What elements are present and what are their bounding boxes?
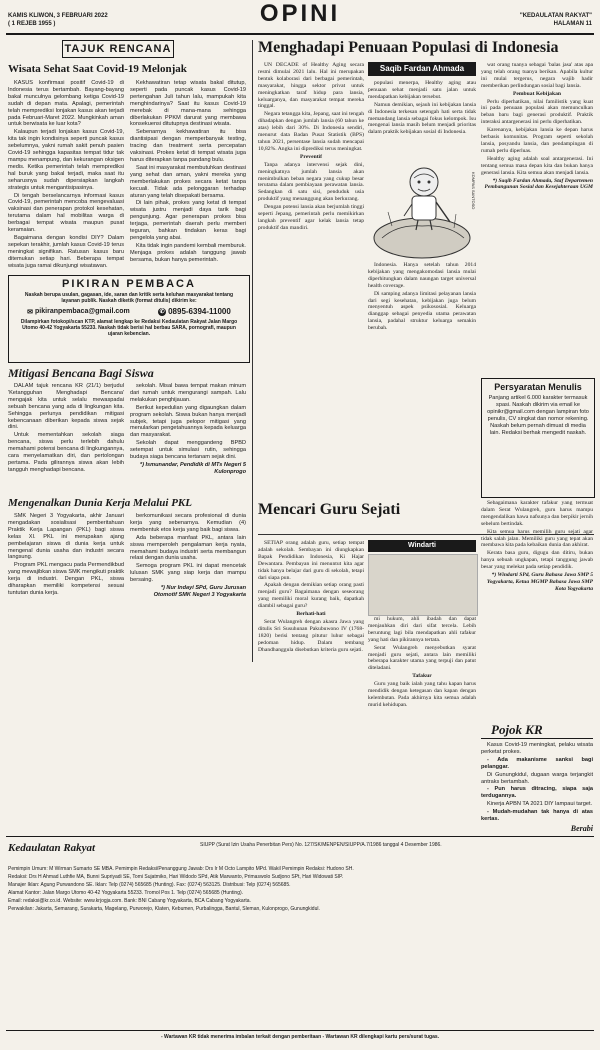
paragraph: UN DECADE of Healthy Aging secara resmi dimulai 2021 lalu. Hal ini merupakan bentuk kolaborasi dari berbagai pemerintah, masyarakat, hingga sektor privat untuk meningkatkan taraf hidup para lansia, keluarganya, dan masyarakat tempat mereka tinggal. [258,62,364,110]
paragraph: Semoga program PKL ini dapat mencetak lulusan SMK yang siap kerja dan mampu bersaing. [130,563,246,584]
pojok-item-punch: - Ada makanisme sanksi bagi pelanggar. [481,756,593,770]
guru-column-1 [258,540,364,832]
paragraph: Tanpa adanya intervensi sejak dini, meningkatnya jumlah lansia akan menimbulkan beban negara yang cukup besar terutama dalam pembiayaan perawatan lansia. Sedangkan di satu sisi, penduduk usia produktif yang menanggung akan berkurang. [258,161,364,203]
pikiran-email: pikiranpembaca@gmail.com [35,308,130,315]
pkl-signature: *) Nur Indayi SPd, Guru Jurusan Otomotif SMK Negeri 3 Yogyakarta [153,585,246,598]
paragraph: DALAM tajuk rencana KR (21/1) berjudul 'Ketangguhan Menghadapi Bencana' mengajak kita untuk selalu mewaspadai sebuah bencana yang ada di lingkungan kita. Sehingga perlunya pendidikan mitigasi kebencanaan diberikan kepada siswa sejak dini. [8,383,124,431]
paragraph: Serat Wulangreh menyebutkan syarat menjadi guru sejati, antara lain memiliki beberapa karakter utama yang terpuji dan patut diteladani. [368,644,476,672]
paragraph: sekolah. Misal bawa tempat makan minum dari rumah untuk mengurangi sampah. Lalu melakukan penghijauan. [130,383,246,403]
paragraph: Kalaupun terjadi lonjakan kasus Covid-19, kita tak ingin kondisinya seperti puncak kasus sebelumnya, yakni rumah sakit penuh pasien Covid-19 sehingga kapasitas tempat tidur tak mampu menampung, dan kekurangan oksigen medis. Ketika pemerintah telah memprediksi hal buruk yang bakal terjadi, maka saat itu seharusnya sudah dipersiapkan langkah strategis untuk mengantisipasinya. [8,129,124,191]
paragraph: berkomunikasi secara profesional di dunia kerja yang sebenarnya. Kemudian (4) membentuk etos kerja yang baik bagi siswa. [130,513,246,533]
pikiran-email-row [27,308,130,316]
main-signature: *) Saqib Fardan Ahmada, Staf Departemen Pembangunan Sosial dan Kesejahteraan UGM [484,177,593,191]
paragraph: Saat ini masyarakat membutuhkan destinasi yang sehat dan aman, yakni mereka yang memberlakukan prokes secara ketat tanpa kecuali. Tidak ada pelonggaran terhadap aturan yang telah disepakati bersama. [130,164,246,199]
guru-illustration [368,554,478,616]
paragraph: Di tengah berselancarnya informasi kasus Covid-19, pemerintah mencoba mengevaluasi vaksinasi dan penerapan protokol kesehatan, terutama dalam hal mobilitas warga di berbagai tempat wisata maupun pusat keramaian. [8,192,124,234]
main-column-3 [481,62,593,374]
pikiran-contacts [13,307,245,316]
guru-column-2 [368,616,476,832]
pojok-title: Pojok KR [481,722,593,739]
paragraph: Karenanya, kebijakan lansia ke depan harus berbasis komunitas. Program seperti sekolah lansia, posyandu lansia, dan pendampingan di rumah perlu diperluas. [481,127,593,154]
pojok-item-text: Kasus Covid-19 meningkat, pelaku wisata perketat prokes. [481,742,593,755]
main-column-2-top [368,80,476,150]
mitigasi-signature: *) Ismunandar, Pendidik di MTs Negeri 5 Kulonprogo [139,461,246,475]
pojok-item-text: Di Gunungkidul, dugaan warga terjangkit antraks bertambah. [481,771,593,785]
paragraph: Apakah dengan demikian setiap orang pasti menjadi guru? Bagaimana dengan seseorang yang memiliki moral kurang baik, dapatkah diambil sebagai guru? [258,582,364,610]
impressum-line: Pemimpin Umum: M Wirman Sumarto SE MBA. Pemimpin Redaksi/Penanggung Jawab: Drs Ir M Octo Lampito MPd. Wakil Pemimpin Redaksi: Hudono SH. [8,866,354,872]
pikiran-note: Dilampirkan fotokopi/scan KTP, alamat lengkap ke Redaksi Kedaulatan Rakyat Jalan Margo Utomo 40-42 Yogyakarta 55233. Naskah tidak berisi hal berbau SARA, pornografi, maupun ujaran kebencian. [20,319,238,337]
paragraph: Bagaimana dengan kondisi DIY? Dalam sepekan terakhir, jumlah kasus Covid-19 terus meningkat signifikan. Ratusan kasus baru ditemukan setiap hari. Beberapa tempat wisata juga ramai dikunjungi wisatawan. [8,234,124,269]
pkl-column-1 [8,513,124,661]
paragraph: Di lain pihak, prokes yang ketat di tempat wisata justru menjadi daya tarik bagi pengunjung. Agar penerapan prokes bisa terjaga, pemerintah daerah perlu memberi teguran, bahkan tindakan keras bagi pengelola yang abai. [130,200,246,241]
paragraph: populasi menerpa, Healthy aging atau penuaan sehat menjadi satu jalan untuk mendapatkan kebijakan tersebut. [368,80,476,100]
paragraph: Sebagaimana karakter tafakur yang termuat dalam Serat Wulangreh, guru harus mampu mengendalikan hawa nafsunya dan berpikir jernih sebelum bertindak. [481,500,593,527]
main-column-1 [258,62,364,530]
paragraph: Dengan potensi lansia akan berjumlah tinggi seperti Jepang, pemerintah perlu memikirkan langkah preventif agar kelak lansia tetap produktif dan mandiri. [258,204,364,231]
pojok-kr-box [481,722,593,832]
cartoon-credit: KOMPAS SANTOSO [471,172,476,210]
impressum-line: Redaksi: Drs H Ahmad Luthfie MA, Bunni Supriyadi SE, Tomi Sujatmiko, Hari Widodo SPd, Atik Marwanto, Primaswolo Sudjono SPt, Hari Widowati SIP. [8,874,344,880]
paragraph: Kekhawatiran tetap wisata bakal ditutup, seperti pada puncak kasus Covid-19 pertengahan Juli tahun lalu, mampukah kita menghindarinya? Saat itu kasus Covid-19 merebak di mana-mana sehingga diberlakukan PPKM darurat yang membawa konsekuensi ditutupnya destinasi wisata. [130,80,246,128]
subhead-pembuat-kebijakan: Pembuat Kebijakan [512,90,562,97]
mitigasi-column-1 [8,383,124,493]
impressum-line: Manajer Iklan: Agung Purwandono SE. Iklan: Telp (0274) 565685 (Hunting). Fax: (0274) 563125. Distribusi: Telp (0274) 565685. [8,882,291,888]
paragraph: Negara tetangga kita, Jepang, saat ini tengah dihadapkan dengan jumlah lansia (60 tahun ke atas) lebih dari 30%. Di Indonesia sendiri, menurut data Badan Pusat Statistik (BPS) tahun 2021, persentase lansia sudah mencapai 10,82%. Angka ini diprediksi terus meningkat. [258,111,364,152]
guru-title: Mencari Guru Sejati [258,501,401,518]
main-author: Saqib Fardan Ahmada [379,64,465,73]
footer-rule [6,836,594,837]
masthead-issue: ( 1 REJEB 1955 ) [8,21,56,27]
persyaratan-body: Panjang artikel 6.000 karakter termasuk spasi. Naskah dikirim via email ke opinikr@gmail.com dengan lampiran foto penulis, CV singkat dan nomor rekening. Naskah belum pernah dimuat di media lain. Redaksi berhak mengedit naskah. [487,395,589,436]
paragraph: Perlu diperhatikan, nilai familistik yang kuat ini pada penuaan populasi akan memunculkan beban baru bagi generasi produktif. Praktik interaksi antargenerasi ini perlu diperhatikan. [481,98,593,126]
masthead-date: KAMIS KLIWON, 3 FEBRUARI 2022 [8,13,108,19]
pojok-item-punch: - Mudah-mudahan tak hanya di atas kertas. [481,809,593,823]
paragraph: Indonesia. Hanya setelah tahun 2014 kebijakan yang mengakomodasi lansia mulai diperhitungkan dalam naungan target universal health coverage. [368,262,476,289]
masthead [0,0,600,34]
impressum-line: Alamat Kantor: Jalan Margo Utomo 40-42 Yogyakarta 55233. Tromol Pos 1. Telp (0274) 565685 (Hunting). [8,890,244,896]
impressum-line: Email: redaksi@kr.co.id. Website: www.krjogja.com. Bank: BNI Cabang Yogyakarta, BCA Cabang Yogyakarta. [8,898,251,904]
main-column-2-bottom [368,262,476,530]
subhead-tafakur: Tafakur [412,673,432,680]
paragraph: Kita semua harus memilih guru sejati agar tidak salah jalan. Memiliki guru yang tepat akan membawa kita pada kebaikan dunia dan akhirat. [481,528,593,549]
footer-logo-text: Kedaulatan Rakyat [8,842,96,854]
impressum-line: Perwakilan: Jakarta, Semarang, Surakarta, Magelang, Purworejo, Klaten, Kebumen, Purbalingga, Bantul, Sleman, Kulonprogo, Gunungkidul. [8,906,320,912]
masthead-page: HALAMAN 11 [553,21,592,27]
paragraph: wat orang tuanya sebagai 'balas jasa' atas apa yang telah orang tuanya berikan. Apabila kultur ini mulai tergerus, negara wajib hadir memberikan perlindungan sosial bagi lansia. [481,62,593,89]
pojok-signature: Berabi [570,823,593,832]
persyaratan-title: Persyaratan Menulis [494,382,582,392]
footer-bottom-rule [6,1030,594,1031]
paragraph: Berikut kepedulian yang digaungkan dalam program sekolah. Siswa bukan hanya menjadi subjek, tetapi juga pelopor mitigasi yang menularkan pengetahuannya kepada keluarga dan masyarakat. [130,404,246,439]
paragraph: Sekolah dapat menggandeng BPBD setempat untuk simulasi rutin, sehingga budaya siaga bencana tertanam sejak dini. [130,440,246,461]
cartoon-illustration [368,152,476,260]
paragraph: KASUS konfirmasi positif Covid-19 di Indonesia terus bertambah. Bayang-bayang bakal munculnya gelombang ketiga Covid-19 sudah di depan mata. Apalagi, pemerintah telah memprediksi lonjakan kasus akan terjadi pada Februari-Maret 2022. Mungkinkah aman untuk berwisata ke luar kota? [8,80,124,128]
main-article-title: Menghadapi Penuaan Populasi di Indonesia [258,39,559,56]
paragraph: mi hukum, ahli ibadah dan dapat menjauhkan diri dari sifat tercela. Lebih beruntung lagi bila mendapatkan ahli tafakur yang hati dan pikirannya tertata. [368,616,476,643]
paragraph: Serat Wulangreh dengan akasra Jawa yang ditulis Sri Susuhunan Pakubuwono IV (1768-1820) berisi tentang pitutur luhur sebagai pedoman hidup. Dalam tembang Dhandhanggula disebutkan kriteria guru sejati. [258,618,364,653]
paragraph: Ada beberapa manfaat PKL, antara lain siswa memperoleh pengalaman kerja nyata, memahami budaya industri serta membangun relasi dengan dunia usaha. [130,534,246,562]
paragraph: Namun demikian, sejauh ini kebijakan lansia di Indonesia terkesan setengah hati serta tidak memandang lansia sebagai fokus kelompok. Isu mengenai lansia masih belum menjadi prioritas dalam praktik kebijakan sosial di Indonesia. [368,101,476,136]
pojok-items [481,742,593,823]
tajuk-column-1 [8,80,124,270]
paragraph: Untuk mementahkan sekolah siaga bencana, siswa perlu terlebih dahulu memahami potensi bencana di lingkungannya, cara menyelamatkan diri, dan pertolongan pertama. Pada gilirannya siswa akan lebih tangguh menghadapi bencana. [8,432,124,473]
pkl-column-2 [130,513,246,661]
masthead-paper: "KEDAULATAN RAKYAT" [519,13,592,19]
guru-signature: *) Windarti SPd, Guru Bahasa Jawa SMP 5 Yogyakarta, Ketua MGMP Bahasa Jawa SMP Kota Yogyakarta [486,572,593,592]
subhead-berhati-hati: Berhati-hati [296,611,326,618]
whatsapp-icon: ✆ [159,308,165,315]
paragraph: Kita tidak ingin pandemi kembali memburuk. Menjaga prokes adalah tanggung jawab bersama, bukan hanya pemerintah. [130,242,246,263]
elderly-globe-cartoon [368,152,476,260]
footer-impressum [8,866,592,1026]
column-divider [252,40,253,662]
paragraph: Program PKL mengacu pada Permendikbud yang mewajibkan siswa SMK mengikuti praktik kerja di industri. Dengan PKL, siswa diharapkan memiliki kompetensi sesuai tuntutan dunia kerja. [8,562,124,596]
paragraph: Di samping adanya limitasi pelayanan lansia dari segi kesehatan, kebijakan juga belum menyentuh aspek psikososial. Keluarga dianggap sebagai penyedia utama perawatan lansia, padahal struktur keluarga semakin berubah. [368,290,476,332]
pojok-item-punch: - Pun harus ditracing, siapa saja terdugannya. [481,786,593,800]
pikiran-pembaca-box [8,275,250,363]
email-icon: ✉ [27,308,34,316]
footer-siupp: SIUPP (Surat Izin Usaha Penerbitan Pers) No. 127/SK/MENPEN/SIUPP/A.7/1986 tanggal 4 Desember 1986. [200,842,442,848]
persyaratan-box [481,378,595,498]
tajuk-header [8,40,228,60]
paragraph: Healthy aging adalah soal antargenerasi. Ini tentang semua masa depan kita dan bukan hanya generasi lansia. Kita semua akan menjadi lansia. [481,155,593,176]
pikiran-title: PIKIRAN PEMBACA [62,278,196,290]
paragraph: Sebenarnya kekhawatiran itu bisa diantisipasi dengan memperbanyak testing, tracing dan treatment serta percepatan vaksinasi. Prokes ketat di tempat wisata juga harus diterapkan tanpa pandang bulu. [130,129,246,163]
footer-logo [8,842,128,862]
mitigasi-column-2 [130,383,246,493]
author-bar [368,62,476,76]
guru-column-3 [481,500,593,720]
pojok-item-text: Kinerja APBN TA 2021 DIY lampaui target. [487,801,593,808]
mitigasi-title: Mitigasi Bencana Bagi Siswa [8,366,154,380]
footer-notice: - Wartawan KR tidak menerima imbalan terkait dengan pemberitaan - Wartawan KR dilengkapi kartu pers/surat tugas. [160,1034,440,1040]
tajuk-title: Wisata Sehat Saat Covid-19 Melonjak [8,63,187,75]
pikiran-intro: Naskah berupa usulan, gagasan, ide, saran dan kritik serta keluhan masyarakat tentang layanan publik. Naskah diketik (format ditulis) dikirim ke: [24,292,234,304]
pikiran-phone-row [158,307,231,316]
guru-author-bar [368,540,476,552]
section-brand: OPINI [259,0,341,27]
masthead-page-block [520,12,592,28]
pikiran-phone: 0895-6394-11000 [168,307,231,316]
guru-author: Windarti [408,542,436,549]
subhead-preventif: Preventif [300,153,322,160]
masthead-date-block [8,12,108,28]
tajuk-column-2 [130,80,246,270]
paragraph: Guru yang baik ialah yang tahu kapan harus mendidik dengan ketegasan dan kapan dengan kelembutan. Pada akhirnya kita semua adalah murid kehidupan. [368,681,476,708]
paragraph: SETIAP orang adalah guru, setiap tempat adalah sekolah. Sembayan ini diungkapkan Bapak Pendidikan Indonesia, Ki Hajar Dewantara. Pembayan ini menuntut kita agar tidak hanya belajar dari guru di sekolah, tetapi dari siapa pun. [258,540,364,581]
paragraph: SMK Negeri 3 Yogyakarta, akhir Januari mengadakan sosialisasi pemberitahuan Praktik Kerja Lapangan (PKL) bagi siswa kelas XI. PKL ini merupakan ajang pembelajaran siswa di dunia kerja untuk mengenal dunia usaha dan industri secara langsung. [8,513,124,561]
tajuk-section-label: TAJUK RENCANA [62,40,174,58]
pkl-title: Mengenalkan Dunia Kerja Melalui PKL [8,497,192,509]
masthead-rule [6,33,594,35]
paragraph: Kerata basa guru, digugu dan ditiru, bukan hanya sebuah ungkapan, tetapi tanggung jawab besar yang melekat pada setiap pendidik. [481,550,593,571]
